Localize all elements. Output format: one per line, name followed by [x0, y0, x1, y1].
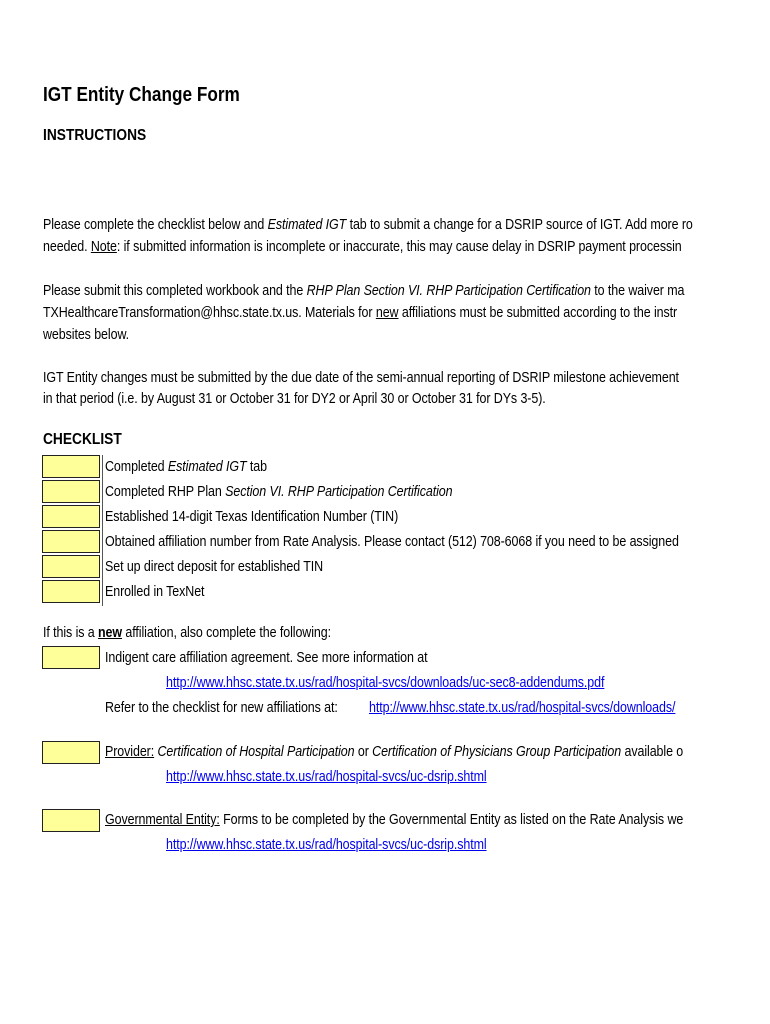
checklist-divider	[102, 455, 103, 606]
refer-checklist-link[interactable]: http://www.hhsc.state.tx.us/rad/hospital-svcs/downloads/	[369, 700, 676, 716]
provider-link[interactable]: http://www.hhsc.state.tx.us/rad/hospital-svcs/uc-dsrip.shtml	[166, 769, 487, 785]
governmental-entity-text: Governmental Entity: Forms to be completed by the Governmental Entity as listed on the Rate Analysis we	[105, 812, 684, 828]
para2-line3: websites below.	[43, 327, 130, 343]
checklist-item-estimated-igt: Completed Estimated IGT tab	[105, 459, 267, 475]
checkbox-provider[interactable]	[42, 741, 100, 764]
indigent-care-link[interactable]: http://www.hhsc.state.tx.us/rad/hospital-svcs/downloads/uc-sec8-addendums.pdf	[166, 675, 605, 691]
provider-text: Provider: Certification of Hospital Participation or Certification of Physicians Group Participation available o	[105, 744, 684, 760]
checklist-item-direct-deposit: Set up direct deposit for established TIN	[105, 559, 324, 575]
checklist-item-affiliation-number: Obtained affiliation number from Rate Analysis. Please contact (512) 708-6068 if you need to be assigned	[105, 534, 679, 550]
checklist-item-tin: Established 14-digit Texas Identification Number (TIN)	[105, 509, 399, 525]
instructions-heading: INSTRUCTIONS	[43, 127, 147, 144]
para3-line2: in that period (i.e. by August 31 or October 31 for DY2 or April 30 or October 31 for DYs 3-5).	[43, 391, 546, 407]
page-title: IGT Entity Change Form	[43, 84, 240, 106]
checkbox-texnet[interactable]	[42, 580, 100, 603]
checkbox-indigent-care[interactable]	[42, 646, 100, 669]
checkbox-affiliation-number[interactable]	[42, 530, 100, 553]
indigent-care-text: Indigent care affiliation agreement. See more information at	[105, 650, 428, 666]
para1-line1: Please complete the checklist below and Estimated IGT tab to submit a change for a DSRIP source of IGT. Add more ro	[43, 217, 693, 233]
checklist-item-rhp-certification: Completed RHP Plan Section VI. RHP Participation Certification	[105, 484, 453, 500]
para2-line2: TXHealthcareTransformation@hhsc.state.tx.us. Materials for new affiliations must be submitted according to the instr	[43, 305, 678, 321]
governmental-entity-link[interactable]: http://www.hhsc.state.tx.us/rad/hospital-svcs/uc-dsrip.shtml	[166, 837, 487, 853]
new-affiliation-intro: If this is a new affiliation, also complete the following:	[43, 625, 331, 641]
refer-checklist-text: Refer to the checklist for new affiliations at:	[105, 700, 338, 716]
para2-line1: Please submit this completed workbook and the RHP Plan Section VI. RHP Participation Certification to the waiver ma	[43, 283, 685, 299]
checklist-item-texnet: Enrolled in TexNet	[105, 584, 205, 600]
checkbox-estimated-igt[interactable]	[42, 455, 100, 478]
checklist-heading: CHECKLIST	[43, 431, 122, 448]
para1-line2: needed. Note: if submitted information is incomplete or inaccurate, this may cause delay in DSRIP payment processin	[43, 239, 682, 255]
checkbox-rhp-certification[interactable]	[42, 480, 100, 503]
checkbox-tin[interactable]	[42, 505, 100, 528]
checkbox-governmental-entity[interactable]	[42, 809, 100, 832]
checkbox-direct-deposit[interactable]	[42, 555, 100, 578]
para3-line1: IGT Entity changes must be submitted by the due date of the semi-annual reporting of DSRIP milestone achievement	[43, 370, 679, 386]
